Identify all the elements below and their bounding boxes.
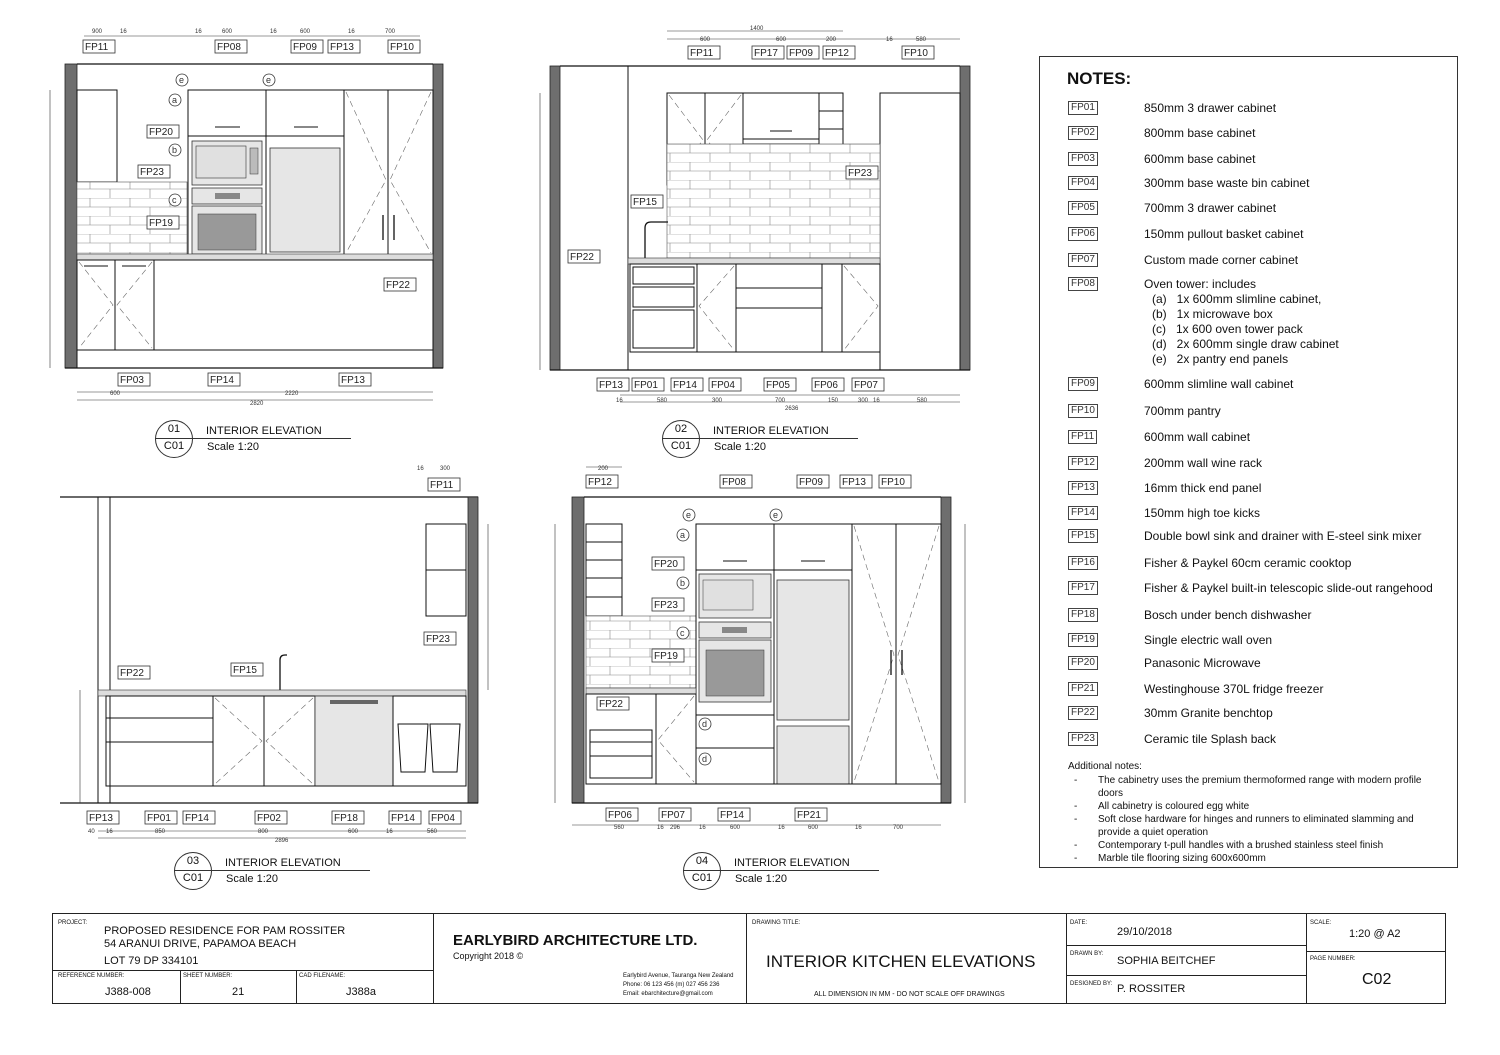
note-text: 600mm slimline wall cabinet [1144,377,1294,391]
svg-text:FP19: FP19 [654,651,678,662]
svg-text:FP10: FP10 [881,477,905,488]
notes-panel [1039,56,1458,868]
svg-text:FP07: FP07 [854,380,878,391]
additional-note-text: All cabinetry is coloured egg white [1098,801,1250,812]
svg-text:FP12: FP12 [588,477,612,488]
additional-note [1068,774,1440,800]
callout-number: 02 [674,423,688,435]
additional-note-text: Soft close hardware for hinges and runners to eliminated slamming and provide a quiet operation [1098,814,1414,838]
svg-text:FP14: FP14 [391,813,415,824]
note-item [1068,481,1448,495]
svg-text:900: 900 [92,29,103,35]
callout-scale: Scale 1:20 [226,873,278,885]
svg-text:e: e [773,510,779,520]
note-text: Bosch under bench dishwasher [1144,608,1312,622]
callout-sheet: C01 [182,872,204,884]
elevation-callout [155,420,355,458]
note-code: FP06 [1068,227,1098,241]
svg-text:FP15: FP15 [233,665,257,676]
svg-text:16: 16 [886,37,893,43]
ref-number: J388-008 [105,986,151,998]
svg-text:300: 300 [440,466,451,472]
svg-text:16: 16 [386,829,393,835]
svg-text:16: 16 [855,825,862,831]
note-item [1068,430,1448,444]
bullet-dash: - [1074,775,1078,786]
svg-text:FP11: FP11 [430,480,454,491]
bullet-dash: - [1074,801,1078,812]
svg-text:FP22: FP22 [570,252,594,263]
project-line-2: 54 ARANUI DRIVE, PAPAMOA BEACH [104,938,297,950]
note-text: 600mm base cabinet [1144,152,1256,166]
svg-text:600: 600 [222,29,233,35]
note-code: FP11 [1068,430,1097,444]
callout-title: INTERIOR ELEVATION [206,425,322,437]
svg-text:c: c [680,628,685,638]
note-code: FP17 [1068,581,1098,595]
additional-notes-heading: Additional notes: [1068,761,1142,772]
svg-text:a: a [172,95,178,105]
cad-filename: J388a [346,986,376,998]
date-value: 29/10/2018 [1117,926,1173,938]
callout-number: 01 [167,423,181,435]
svg-text:FP13: FP13 [599,380,623,391]
callout-title: INTERIOR ELEVATION [225,857,341,869]
note-text: Oven tower: includes [1144,277,1257,291]
additional-note-text: Contemporary t-pull handles with a brushed stainless steel finish [1098,840,1384,851]
note-item [1068,732,1448,746]
bullet-dash: - [1074,814,1078,825]
note-code: FP12 [1068,456,1098,470]
svg-text:FP21: FP21 [797,810,821,821]
note-code: FP02 [1068,126,1098,140]
note-code: FP08 [1068,277,1098,291]
svg-text:16: 16 [657,825,664,831]
note-text: Ceramic tile Splash back [1144,732,1277,746]
note-text: 600mm wall cabinet [1144,430,1251,444]
additional-note [1068,852,1440,865]
svg-text:600: 600 [808,825,819,831]
note-code: FP14 [1068,506,1098,520]
svg-text:FP11: FP11 [85,42,109,53]
svg-text:560: 560 [614,825,625,831]
firm-email: Email: ebarchitecture@gmail.com [623,991,713,997]
note-text: Westinghouse 370L fridge freezer [1144,682,1324,696]
svg-text:FP13: FP13 [330,42,354,53]
svg-text:FP22: FP22 [386,280,410,291]
additional-notes-list [1068,774,1440,865]
svg-text:16: 16 [699,825,706,831]
note-code: FP07 [1068,253,1098,267]
additional-note [1068,813,1440,839]
drawing-title: INTERIOR KITCHEN ELEVATIONS [766,952,1036,971]
svg-text:d: d [702,719,708,729]
svg-text:40: 40 [88,829,95,835]
note-text: Double bowl sink and drainer with E-steel sink mixer [1144,529,1422,543]
svg-text:16: 16 [616,398,623,404]
callout-number: 03 [186,855,200,867]
svg-text:FP15: FP15 [633,197,657,208]
note-item [1068,682,1448,696]
svg-text:600: 600 [348,829,359,835]
svg-text:2896: 2896 [275,838,289,844]
svg-text:200: 200 [826,37,837,43]
note-item [1068,656,1448,670]
callout-scale: Scale 1:20 [735,873,787,885]
svg-text:200: 200 [598,466,609,472]
svg-text:FP06: FP06 [608,810,632,821]
note-code: FP21 [1068,682,1098,696]
note-item [1068,101,1448,115]
svg-text:1400: 1400 [750,26,764,32]
svg-text:FP19: FP19 [149,218,173,229]
note-text: 700mm pantry [1144,404,1221,418]
drawing-title-label: DRAWING TITLE: [752,920,801,926]
svg-text:FP09: FP09 [789,48,813,59]
svg-text:FP02: FP02 [257,813,281,824]
sheet-number: 21 [232,986,245,998]
callout-divider [662,438,858,439]
oven-tower-subitem: (a) 1x 600mm slimline cabinet, [1152,292,1322,306]
svg-text:FP09: FP09 [293,42,317,53]
svg-text:e: e [686,510,692,520]
svg-text:FP09: FP09 [799,477,823,488]
svg-text:FP23: FP23 [140,167,164,178]
svg-text:700: 700 [775,398,786,404]
svg-text:FP14: FP14 [185,813,209,824]
svg-text:FP01: FP01 [147,813,171,824]
svg-text:600: 600 [300,29,311,35]
svg-text:FP05: FP05 [766,380,790,391]
scale-label: SCALE: [1310,920,1332,926]
additional-note-text: The cabinetry uses the premium thermoformed range with modern profile doors [1098,775,1422,799]
note-code: FP13 [1068,481,1098,495]
note-item [1068,176,1448,190]
svg-text:150: 150 [828,398,839,404]
svg-text:FP07: FP07 [661,810,685,821]
svg-text:FP17: FP17 [754,48,778,59]
sheet-label: SHEET NUMBER: [183,973,233,979]
svg-text:FP20: FP20 [149,127,173,138]
svg-text:16: 16 [195,29,202,35]
note-text: Fisher & Paykel built-in telescopic slide-out rangehood [1144,581,1433,595]
svg-text:560: 560 [427,829,438,835]
note-code: FP15 [1068,529,1098,543]
svg-text:FP14: FP14 [210,375,234,386]
svg-text:300: 300 [858,398,869,404]
project-line-1: PROPOSED RESIDENCE FOR PAM ROSSITER [104,925,346,937]
date-label: DATE: [1070,920,1088,926]
svg-text:FP13: FP13 [89,813,113,824]
svg-text:FP10: FP10 [390,42,414,53]
note-text: 800mm base cabinet [1144,126,1256,140]
callout-divider [155,438,351,439]
note-text: 300mm base waste bin cabinet [1144,176,1310,190]
note-code: FP09 [1068,377,1098,391]
svg-text:600: 600 [730,825,741,831]
note-item [1068,581,1448,595]
designed-by: P. ROSSITER [1117,983,1186,995]
svg-text:16: 16 [348,29,355,35]
note-code: FP03 [1068,152,1098,166]
project-line-3: LOT 79 DP 334101 [104,955,199,967]
svg-text:600: 600 [110,391,121,397]
note-text: 16mm thick end panel [1144,481,1262,495]
oven-tower-subitem: (b) 1x microwave box [1152,307,1273,321]
note-item [1068,201,1448,215]
note-item [1068,152,1448,166]
svg-text:b: b [680,578,686,588]
note-item [1068,126,1448,140]
drawn-label: DRAWN BY: [1070,951,1104,957]
note-text: 200mm wall wine rack [1144,456,1263,470]
callout-sheet: C01 [163,440,185,452]
svg-text:a: a [680,530,686,540]
note-text: 150mm pullout basket cabinet [1144,227,1304,241]
svg-text:580: 580 [916,37,927,43]
svg-text:FP04: FP04 [431,813,455,824]
note-text: 30mm Granite benchtop [1144,706,1273,720]
svg-text:16: 16 [120,29,127,35]
svg-text:FP23: FP23 [654,600,678,611]
svg-text:b: b [172,145,178,155]
note-text: 150mm high toe kicks [1144,506,1261,520]
svg-text:850: 850 [155,829,166,835]
svg-text:d: d [702,754,708,764]
dimension-disclaimer: ALL DIMENSION IN MM - DO NOT SCALE OFF DRAWINGS [814,991,1005,998]
svg-text:2220: 2220 [285,391,299,397]
svg-text:FP11: FP11 [690,48,714,59]
svg-text:600: 600 [700,37,711,43]
copyright: Copyright 2018 © [453,951,524,961]
svg-text:580: 580 [657,398,668,404]
bullet-dash: - [1074,853,1078,864]
svg-text:FP22: FP22 [120,668,144,679]
svg-text:FP20: FP20 [654,559,678,570]
notes-heading: NOTES: [1067,69,1132,88]
svg-text:e: e [179,75,185,85]
ref-label: REFERENCE NUMBER: [58,973,125,979]
svg-text:FP03: FP03 [120,375,144,386]
bullet-dash: - [1074,840,1078,851]
oven-tower-subitem: (c) 1x 600 oven tower pack [1152,322,1303,336]
elevation-callout [174,852,374,890]
svg-text:16: 16 [270,29,277,35]
svg-text:FP04: FP04 [711,380,735,391]
svg-text:FP10: FP10 [904,48,928,59]
firm-address: Earlybird Avenue, Tauranga New Zealand [623,973,734,979]
svg-text:FP13: FP13 [842,477,866,488]
svg-text:580: 580 [917,398,928,404]
svg-text:FP23: FP23 [848,168,872,179]
elevation-callout [683,852,883,890]
note-item [1068,506,1448,520]
svg-text:FP01: FP01 [634,380,658,391]
designed-label: DESIGNED BY: [1070,981,1113,987]
elevation-01 [50,29,443,407]
callout-number: 04 [695,855,709,867]
svg-text:FP18: FP18 [334,813,358,824]
svg-text:FP22: FP22 [599,699,623,710]
note-text: Custom made corner cabinet [1144,253,1299,267]
svg-text:FP06: FP06 [814,380,838,391]
svg-text:FP13: FP13 [341,375,365,386]
note-item [1068,277,1448,291]
callout-scale: Scale 1:20 [207,441,259,453]
page-label: PAGE NUMBER: [1310,956,1356,962]
svg-text:FP08: FP08 [217,42,241,53]
callout-title: INTERIOR ELEVATION [713,425,829,437]
note-code: FP18 [1068,608,1098,622]
svg-text:FP14: FP14 [720,810,744,821]
svg-text:e: e [266,75,272,85]
note-code: FP23 [1068,732,1098,746]
oven-tower-subitem: (d) 2x 600mm single draw cabinet [1152,337,1339,351]
note-text: 850mm 3 drawer cabinet [1144,101,1277,115]
callout-title: INTERIOR ELEVATION [734,857,850,869]
svg-text:16: 16 [417,466,424,472]
svg-text:296: 296 [670,825,681,831]
note-code: FP01 [1068,101,1098,115]
svg-text:700: 700 [385,29,396,35]
note-item [1068,377,1448,391]
svg-text:16: 16 [106,829,113,835]
svg-text:2820: 2820 [250,401,264,407]
additional-note [1068,839,1440,852]
note-item [1068,608,1448,622]
callout-divider [174,870,370,871]
elevation-04 [555,466,965,831]
note-text: Single electric wall oven [1144,633,1273,647]
svg-text:800: 800 [258,829,269,835]
svg-text:16: 16 [873,398,880,404]
firm-phone: Phone: 06 123 456 (m) 027 456 236 [623,982,720,988]
oven-tower-subitem: (e) 2x pantry end panels [1152,352,1289,366]
note-code: FP22 [1068,706,1098,720]
note-text: Fisher & Paykel 60cm ceramic cooktop [1144,556,1352,570]
note-item [1068,633,1448,647]
svg-text:2636: 2636 [785,406,799,412]
project-label: PROJECT: [58,920,88,926]
note-item [1068,456,1448,470]
additional-note-text: Marble tile flooring sizing 600x600mm [1098,853,1266,864]
svg-text:FP08: FP08 [722,477,746,488]
additional-note [1068,800,1440,813]
callout-scale: Scale 1:20 [714,441,766,453]
callout-sheet: C01 [670,440,692,452]
note-item [1068,253,1448,267]
page-number: C02 [1362,971,1392,988]
svg-text:300: 300 [712,398,723,404]
svg-text:FP23: FP23 [426,634,450,645]
firm-name: EARLYBIRD ARCHITECTURE LTD. [453,932,698,949]
note-code: FP16 [1068,556,1098,570]
callout-sheet: C01 [691,872,713,884]
svg-text:700: 700 [893,825,904,831]
note-item [1068,404,1448,418]
note-code: FP20 [1068,656,1098,670]
note-item [1068,706,1448,720]
scale-value: 1:20 @ A2 [1349,928,1401,940]
note-code: FP05 [1068,201,1098,215]
elevation-callout [662,420,862,458]
svg-text:c: c [172,195,177,205]
title-block [52,913,1446,1004]
note-code: FP10 [1068,404,1098,418]
note-item [1068,227,1448,241]
svg-text:FP12: FP12 [825,48,849,59]
note-item [1068,529,1448,543]
svg-text:16: 16 [778,825,785,831]
elevation-03 [60,466,488,844]
note-text: Panasonic Microwave [1144,656,1261,670]
callout-divider [683,870,879,871]
svg-text:FP14: FP14 [673,380,697,391]
drawn-by: SOPHIA BEITCHEF [1117,955,1216,967]
note-code: FP19 [1068,633,1098,647]
note-text: 700mm 3 drawer cabinet [1144,201,1277,215]
note-item [1068,556,1448,570]
elevation-02 [540,26,970,412]
svg-text:600: 600 [776,37,787,43]
cad-label: CAD FILENAME: [299,973,346,979]
note-code: FP04 [1068,176,1098,190]
